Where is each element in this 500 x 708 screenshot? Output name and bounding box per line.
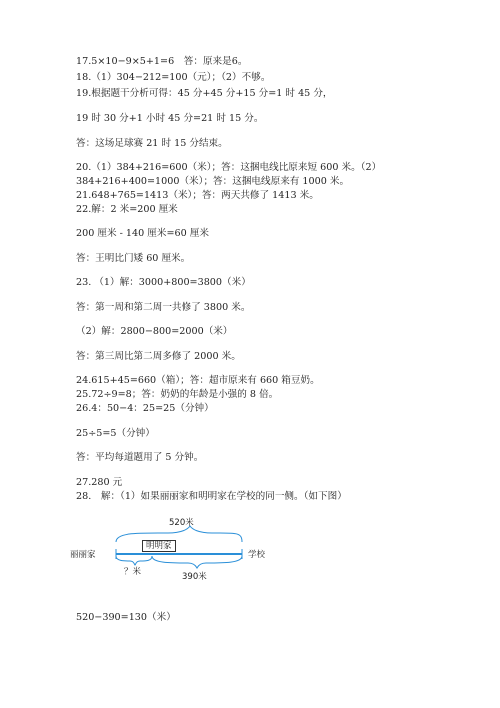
answer-26-b: 25÷5=5（分钟） (76, 428, 155, 439)
school-label: 学校 (248, 550, 266, 560)
mingming-home-label: 明明家 (142, 540, 176, 552)
answer-25: 25.72÷9=8；答：奶奶的年龄是小强的 8 倍。 (76, 389, 279, 400)
part-brace (152, 556, 242, 568)
answer-23-d: 答：第三周比第二周多修了 2000 米。 (76, 351, 241, 362)
answer-27: 27.280 元 (76, 477, 123, 488)
answer-20-b: 384+216+400=1000（米）；答：这捆电线原来有 1000 米。 (76, 176, 350, 187)
answer-23-a: 23. （1）解：3000+800=3800（米） (76, 277, 251, 288)
answer-26-c: 答：平均每道题用了 5 分钟。 (76, 452, 204, 463)
answer-19-b: 19 时 30 分+1 小时 45 分=21 时 15 分。 (76, 113, 264, 124)
answer-21: 21.648+765=1413（米）；答：两天共修了 1413 米。 (76, 190, 319, 201)
unknown-distance-label: ？米 (124, 567, 142, 577)
answer-28-b: 520−390=130（米） (76, 612, 176, 623)
answer-22-a: 22.解：2 米=200 厘米 (76, 204, 178, 215)
answer-19-a: 19.根据题干分析可得：45 分+45 分+15 分=1 时 45 分， (76, 88, 333, 99)
answer-22-c: 答：王明比门矮 60 厘米。 (76, 253, 191, 264)
answer-19-c: 答：这场足球赛 21 时 15 分结束。 (76, 138, 228, 149)
lili-home-label: 丽丽家 (70, 550, 96, 560)
unknown-brace (116, 556, 152, 565)
answer-20-a: 20.（1）384+216=600（米）；答：这捆电线比原来短 600 米。（2） (76, 162, 382, 173)
answer-17: 17.5×10−9×5+1=6 答：原来是6。 (76, 56, 248, 67)
line-segment-diagram (70, 518, 290, 588)
total-brace (116, 526, 242, 542)
answer-26-a: 26.4：50−4：25=25（分钟） (76, 403, 214, 414)
answer-23-c: （2）解：2800−800=2000（米） (76, 326, 233, 337)
part-distance-label: 390米 (182, 572, 207, 582)
answer-18: 18.（1）304−212=100（元）；（2）不够。 (76, 72, 271, 83)
answer-23-b: 答：第一周和第二周一共修了 3800 米。 (76, 302, 251, 313)
total-distance-label: 520米 (169, 518, 194, 528)
answer-22-b: 200 厘米 - 140 厘米=60 厘米 (76, 228, 209, 239)
answer-28-a: 28. 解：（1）如果丽丽家和明明家在学校的同一侧。（如下图） (76, 491, 347, 502)
answer-24: 24.615+45=660（箱）；答：超市原来有 660 箱豆奶。 (76, 375, 320, 386)
